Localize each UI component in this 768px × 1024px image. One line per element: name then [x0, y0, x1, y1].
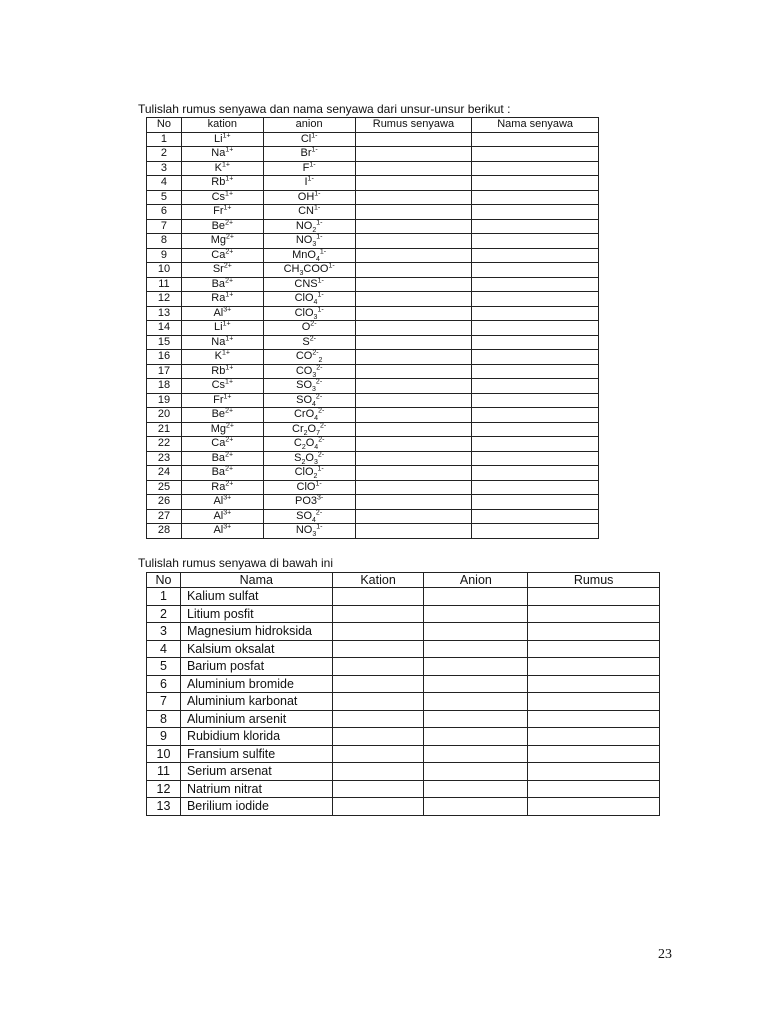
anion-cell[interactable] [424, 798, 528, 816]
rumus-cell[interactable] [528, 798, 660, 816]
anion-cell[interactable] [424, 693, 528, 711]
kation-cell: $K^{1+}$ [181, 350, 263, 365]
kation-cell[interactable] [332, 588, 424, 606]
no-cell: 8 [147, 234, 182, 249]
anion-cell: $OH^{1-}$ [263, 190, 355, 205]
kation-cell[interactable] [332, 605, 424, 623]
header-rumus-senyawa: Rumus senyawa [355, 118, 472, 133]
rumus-cell[interactable] [528, 640, 660, 658]
table-row [147, 393, 599, 408]
nama-senyawa-cell[interactable] [472, 248, 599, 263]
nama-senyawa-cell[interactable] [472, 147, 599, 162]
rumus-senyawa-cell[interactable] [355, 190, 472, 205]
table-row [147, 147, 599, 162]
no-cell: 12 [147, 780, 181, 798]
kation-cell: $K^{1+}$ [181, 161, 263, 176]
no-cell: 27 [147, 509, 182, 524]
rumus-senyawa-cell[interactable] [355, 524, 472, 539]
table-row [147, 379, 599, 394]
anion-cell: $CO^{2-}_2$ [263, 350, 355, 365]
rumus-senyawa-cell[interactable] [355, 277, 472, 292]
kation-cell: $Li^{1+}$ [181, 132, 263, 147]
section2-title: Tulislah rumus senyawa di bawah ini [138, 556, 333, 570]
no-cell: 23 [147, 451, 182, 466]
kation-cell: $Ba^{2+}$ [181, 277, 263, 292]
table-row [147, 495, 599, 510]
table-row [147, 132, 599, 147]
nama-senyawa-cell[interactable] [472, 350, 599, 365]
header-kation: kation [181, 118, 263, 133]
table-row [147, 437, 599, 452]
header-rumus: Rumus [528, 573, 660, 588]
rumus-senyawa-cell[interactable] [355, 161, 472, 176]
table-row [147, 728, 660, 746]
header-kation: Kation [332, 573, 424, 588]
rumus-senyawa-cell[interactable] [355, 248, 472, 263]
kation-cell: $Ra^{2+}$ [181, 480, 263, 495]
kation-cell[interactable] [332, 640, 424, 658]
anion-cell: ClO$_4^{1-}$ [263, 292, 355, 307]
kation-cell[interactable] [332, 728, 424, 746]
kation-cell: $Ca^{2+}$ [181, 248, 263, 263]
rumus-cell[interactable] [528, 780, 660, 798]
rumus-senyawa-cell[interactable] [355, 364, 472, 379]
anion-cell: $SO_3^{2-}$ [263, 379, 355, 394]
table-row [147, 623, 660, 641]
table-row [147, 509, 599, 524]
nama-cell: Natrium nitrat [180, 780, 332, 798]
kation-cell: $Al^{3+}$ [181, 524, 263, 539]
anion-cell: $NO_3^{1-}$ [263, 234, 355, 249]
no-cell: 9 [147, 728, 181, 746]
rumus-cell[interactable] [528, 605, 660, 623]
table-row [147, 451, 599, 466]
rumus-senyawa-cell[interactable] [355, 132, 472, 147]
table-row [147, 234, 599, 249]
kation-cell[interactable] [332, 693, 424, 711]
nama-senyawa-cell[interactable] [472, 263, 599, 278]
nama-senyawa-cell[interactable] [472, 234, 599, 249]
nama-cell: Aluminium arsenit [180, 710, 332, 728]
no-cell: 11 [147, 277, 182, 292]
rumus-senyawa-cell[interactable] [355, 321, 472, 336]
rumus-senyawa-cell[interactable] [355, 306, 472, 321]
anion-cell[interactable] [424, 763, 528, 781]
anion-cell: $CNS^{1-}$ [263, 277, 355, 292]
no-cell: 9 [147, 248, 182, 263]
header-no: No [147, 118, 182, 133]
nama-senyawa-cell[interactable] [472, 466, 599, 481]
no-cell: 2 [147, 147, 182, 162]
anion-cell[interactable] [424, 710, 528, 728]
rumus-senyawa-cell[interactable] [355, 234, 472, 249]
kation-cell: $Ba^{2+}$ [181, 451, 263, 466]
no-cell: 5 [147, 190, 182, 205]
compound-table-header-row [147, 573, 660, 588]
table-row [147, 640, 660, 658]
nama-senyawa-cell[interactable] [472, 205, 599, 220]
table-row [147, 263, 599, 278]
rumus-cell[interactable] [528, 745, 660, 763]
anion-cell[interactable] [424, 623, 528, 641]
rumus-cell[interactable] [528, 588, 660, 606]
nama-senyawa-cell[interactable] [472, 379, 599, 394]
anion-cell: $CH_3COO^{1-}$ [263, 263, 355, 278]
kation-cell: $Al^{3+}$ [181, 509, 263, 524]
no-cell: 17 [147, 364, 182, 379]
table-row [147, 422, 599, 437]
kation-cell: $Mg^{2+}$ [181, 234, 263, 249]
table-row [147, 605, 660, 623]
no-cell: 18 [147, 379, 182, 394]
no-cell: 14 [147, 321, 182, 336]
nama-senyawa-cell[interactable] [472, 219, 599, 234]
table-row [147, 190, 599, 205]
nama-cell: Berilium iodide [180, 798, 332, 816]
kation-cell: $Be^{2+}$ [181, 219, 263, 234]
rumus-senyawa-cell[interactable] [355, 350, 472, 365]
anion-cell[interactable] [424, 588, 528, 606]
nama-cell: Serium arsenat [180, 763, 332, 781]
no-cell: 11 [147, 763, 181, 781]
table-row [147, 798, 660, 816]
rumus-senyawa-cell[interactable] [355, 408, 472, 423]
anion-cell[interactable] [424, 780, 528, 798]
rumus-senyawa-cell[interactable] [355, 147, 472, 162]
rumus-senyawa-cell[interactable] [355, 176, 472, 191]
table-row [147, 710, 660, 728]
nama-cell: Kalsium oksalat [180, 640, 332, 658]
nama-cell: Rubidium klorida [180, 728, 332, 746]
table-row [147, 658, 660, 676]
rumus-cell[interactable] [528, 728, 660, 746]
rumus-senyawa-cell[interactable] [355, 437, 472, 452]
anion-cell[interactable] [424, 640, 528, 658]
nama-cell: Fransium sulfite [180, 745, 332, 763]
kation-cell: $Na^{1+}$ [181, 335, 263, 350]
no-cell: 6 [147, 675, 181, 693]
rumus-senyawa-cell[interactable] [355, 379, 472, 394]
rumus-senyawa-cell[interactable] [355, 205, 472, 220]
anion-cell: ClO$^{1-}$ [263, 480, 355, 495]
no-cell: 2 [147, 605, 181, 623]
kation-cell: $Mg^{2+}$ [181, 422, 263, 437]
anion-cell: $I^{1-}$ [263, 176, 355, 191]
table-row [147, 588, 660, 606]
nama-senyawa-cell[interactable] [472, 480, 599, 495]
kation-cell[interactable] [332, 763, 424, 781]
table-row [147, 745, 660, 763]
kation-cell[interactable] [332, 658, 424, 676]
anion-cell[interactable] [424, 728, 528, 746]
nama-cell: Aluminium karbonat [180, 693, 332, 711]
table-row [147, 350, 599, 365]
kation-cell: $Cs^{1+}$ [181, 190, 263, 205]
table-row [147, 780, 660, 798]
kation-cell: $Ba^{2+}$ [181, 466, 263, 481]
rumus-senyawa-cell[interactable] [355, 335, 472, 350]
nama-senyawa-cell[interactable] [472, 393, 599, 408]
no-cell: 1 [147, 588, 181, 606]
anion-cell: $O^{2-}$ [263, 321, 355, 336]
kation-cell: $Fr^{1+}$ [181, 393, 263, 408]
header-anion: Anion [424, 573, 528, 588]
no-cell: 3 [147, 623, 181, 641]
rumus-cell[interactable] [528, 763, 660, 781]
nama-senyawa-cell[interactable] [472, 524, 599, 539]
ion-table [146, 117, 599, 539]
anion-cell: $CO_3^{2-}$ [263, 364, 355, 379]
nama-senyawa-cell[interactable] [472, 292, 599, 307]
table-row [147, 219, 599, 234]
anion-cell: $S_2O_3^{2-}$ [263, 451, 355, 466]
rumus-senyawa-cell[interactable] [355, 509, 472, 524]
header-no: No [147, 573, 181, 588]
kation-cell[interactable] [332, 745, 424, 763]
anion-cell: $CN^{1-}$ [263, 205, 355, 220]
anion-cell: MnO$_4^{1-}$ [263, 248, 355, 263]
nama-senyawa-cell[interactable] [472, 422, 599, 437]
nama-senyawa-cell[interactable] [472, 176, 599, 191]
no-cell: 13 [147, 798, 181, 816]
kation-cell: $Ca^{2+}$ [181, 437, 263, 452]
table-row [147, 364, 599, 379]
kation-cell: $Na^{1+}$ [181, 147, 263, 162]
no-cell: 7 [147, 693, 181, 711]
no-cell: 19 [147, 393, 182, 408]
rumus-senyawa-cell[interactable] [355, 263, 472, 278]
nama-cell: Aluminium bromide [180, 675, 332, 693]
nama-senyawa-cell[interactable] [472, 161, 599, 176]
table-row [147, 205, 599, 220]
nama-senyawa-cell[interactable] [472, 364, 599, 379]
table-row [147, 306, 599, 321]
anion-cell: $NO_2^{1-}$ [263, 219, 355, 234]
rumus-senyawa-cell[interactable] [355, 451, 472, 466]
table-row [147, 466, 599, 481]
rumus-senyawa-cell[interactable] [355, 292, 472, 307]
table-row [147, 176, 599, 191]
no-cell: 5 [147, 658, 181, 676]
kation-cell: $Rb^{1+}$ [181, 176, 263, 191]
nama-senyawa-cell[interactable] [472, 437, 599, 452]
anion-cell: CrO$_4^{2-}$ [263, 408, 355, 423]
rumus-cell[interactable] [528, 693, 660, 711]
no-cell: 7 [147, 219, 182, 234]
rumus-cell[interactable] [528, 623, 660, 641]
nama-senyawa-cell[interactable] [472, 408, 599, 423]
anion-cell: $PO3^{3-}$ [263, 495, 355, 510]
kation-cell[interactable] [332, 780, 424, 798]
no-cell: 13 [147, 306, 182, 321]
kation-cell: $Fr^{1+}$ [181, 205, 263, 220]
rumus-senyawa-cell[interactable] [355, 422, 472, 437]
nama-senyawa-cell[interactable] [472, 190, 599, 205]
no-cell: 12 [147, 292, 182, 307]
no-cell: 24 [147, 466, 182, 481]
table-row [147, 763, 660, 781]
nama-senyawa-cell[interactable] [472, 495, 599, 510]
no-cell: 10 [147, 263, 182, 278]
anion-cell[interactable] [424, 605, 528, 623]
table-row [147, 335, 599, 350]
anion-cell: ClO$_3^{1-}$ [263, 306, 355, 321]
rumus-senyawa-cell[interactable] [355, 219, 472, 234]
kation-cell: $Rb^{1+}$ [181, 364, 263, 379]
anion-cell: $Cr_2O_7^{2-}$ [263, 422, 355, 437]
rumus-senyawa-cell[interactable] [355, 393, 472, 408]
kation-cell[interactable] [332, 798, 424, 816]
no-cell: 6 [147, 205, 182, 220]
table-row [147, 675, 660, 693]
nama-senyawa-cell[interactable] [472, 335, 599, 350]
anion-cell: $Br^{1-}$ [263, 147, 355, 162]
nama-senyawa-cell[interactable] [472, 132, 599, 147]
kation-cell: $Be^{2+}$ [181, 408, 263, 423]
kation-cell[interactable] [332, 675, 424, 693]
anion-cell: $NO_3^{1-}$ [263, 524, 355, 539]
no-cell: 4 [147, 176, 182, 191]
anion-cell: $C_2O_4^{2-}$ [263, 437, 355, 452]
anion-cell[interactable] [424, 658, 528, 676]
page-number: 23 [658, 947, 672, 962]
anion-cell: $F^{1-}$ [263, 161, 355, 176]
nama-cell: Barium posfat [180, 658, 332, 676]
no-cell: 8 [147, 710, 181, 728]
nama-senyawa-cell[interactable] [472, 306, 599, 321]
anion-cell: ClO$_2^{1-}$ [263, 466, 355, 481]
kation-cell[interactable] [332, 710, 424, 728]
anion-cell: $SO_4^{2-}$ [263, 509, 355, 524]
nama-senyawa-cell[interactable] [472, 321, 599, 336]
rumus-senyawa-cell[interactable] [355, 495, 472, 510]
table-row [147, 277, 599, 292]
ion-table-header-row [147, 118, 599, 133]
table-row [147, 321, 599, 336]
anion-cell: $SO_4^{2-}$ [263, 393, 355, 408]
nama-cell: Magnesium hidroksida [180, 623, 332, 641]
header-nama: Nama [180, 573, 332, 588]
no-cell: 21 [147, 422, 182, 437]
no-cell: 1 [147, 132, 182, 147]
no-cell: 10 [147, 745, 181, 763]
rumus-cell[interactable] [528, 658, 660, 676]
anion-cell[interactable] [424, 745, 528, 763]
kation-cell[interactable] [332, 623, 424, 641]
no-cell: 3 [147, 161, 182, 176]
no-cell: 28 [147, 524, 182, 539]
kation-cell: $Al^{3+}$ [181, 495, 263, 510]
no-cell: 22 [147, 437, 182, 452]
rumus-senyawa-cell[interactable] [355, 480, 472, 495]
table-row [147, 292, 599, 307]
no-cell: 25 [147, 480, 182, 495]
rumus-senyawa-cell[interactable] [355, 466, 472, 481]
header-anion: anion [263, 118, 355, 133]
nama-senyawa-cell[interactable] [472, 509, 599, 524]
kation-cell: $Cs^{1+}$ [181, 379, 263, 394]
table-row [147, 161, 599, 176]
header-nama-senyawa: Nama senyawa [472, 118, 599, 133]
kation-cell: $Sr^{2+}$ [181, 263, 263, 278]
rumus-cell[interactable] [528, 675, 660, 693]
table-row [147, 408, 599, 423]
section1-title: Tulislah rumus senyawa dan nama senyawa dari unsur-unsur berikut : [138, 102, 511, 116]
table-row [147, 480, 599, 495]
nama-cell: Litium posfit [180, 605, 332, 623]
no-cell: 15 [147, 335, 182, 350]
table-row [147, 693, 660, 711]
compound-table [146, 572, 660, 816]
nama-senyawa-cell[interactable] [472, 277, 599, 292]
kation-cell: $Li^{1+}$ [181, 321, 263, 336]
table-row [147, 524, 599, 539]
anion-cell[interactable] [424, 675, 528, 693]
nama-cell: Kalium sulfat [180, 588, 332, 606]
no-cell: 16 [147, 350, 182, 365]
kation-cell: $Al^{3+}$ [181, 306, 263, 321]
anion-cell: $S^{2-}$ [263, 335, 355, 350]
anion-cell: $Cl^{1-}$ [263, 132, 355, 147]
kation-cell: $Ra^{1+}$ [181, 292, 263, 307]
no-cell: 26 [147, 495, 182, 510]
nama-senyawa-cell[interactable] [472, 451, 599, 466]
no-cell: 4 [147, 640, 181, 658]
table-row [147, 248, 599, 263]
rumus-cell[interactable] [528, 710, 660, 728]
no-cell: 20 [147, 408, 182, 423]
